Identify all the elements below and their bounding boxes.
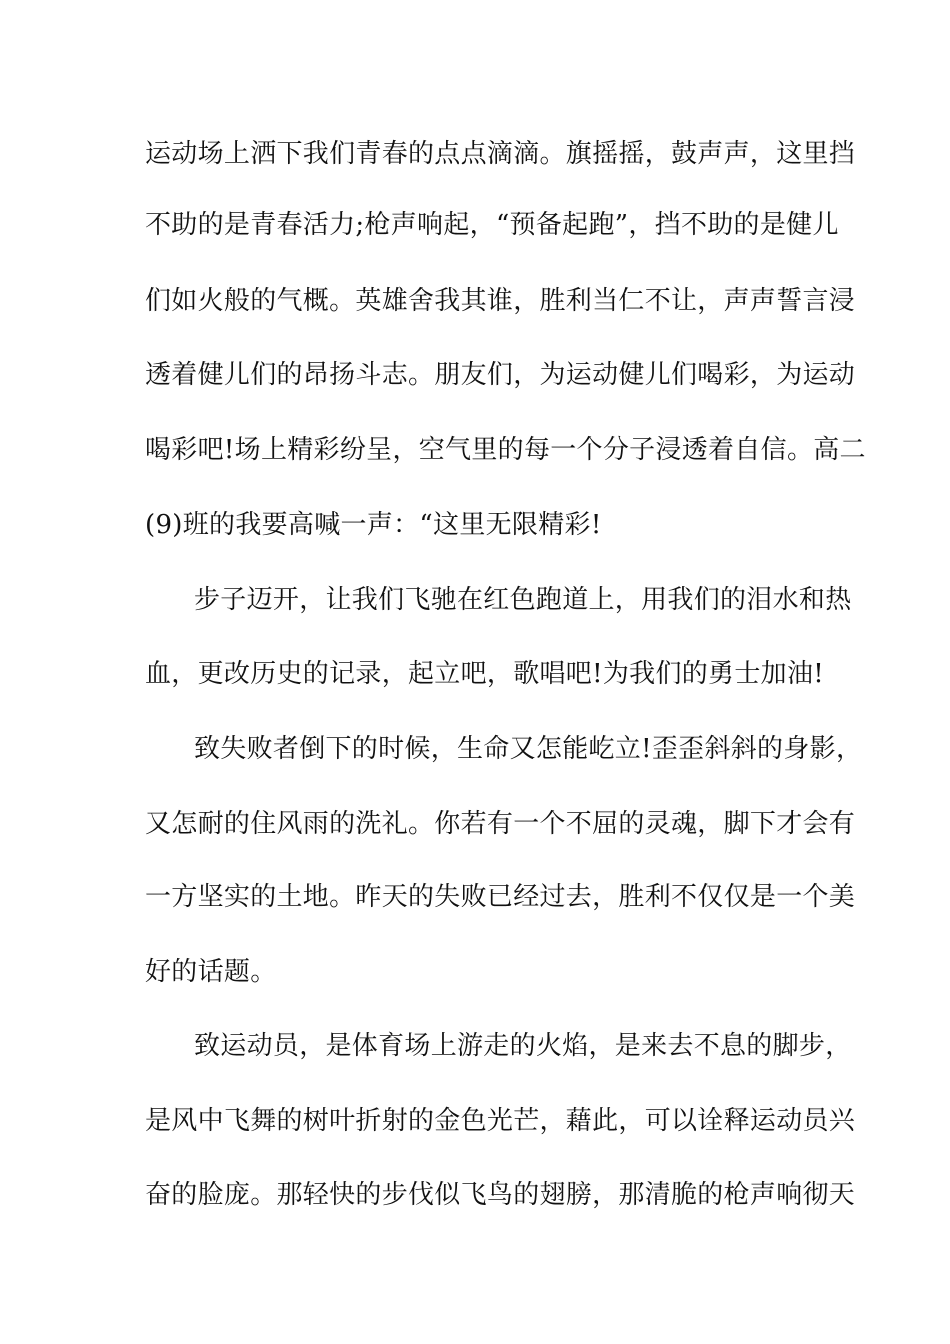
text-line: 血，更改历史的记录，起立吧，歌唱吧!为我们的勇士加油! [145,659,824,689]
text-line: 奋的脸庞。那轻快的步伐似飞鸟的翅膀，那清脆的枪声响彻天 [145,1180,856,1210]
text-line: 透着健儿们的昂扬斗志。朋友们，为运动健儿们喝彩，为运动 [145,360,856,390]
text-line: 好的话题。 [145,957,277,987]
text-line: 步子迈开，让我们飞驰在红色跑道上，用我们的泪水和热 [194,585,852,615]
text-line: 们如火般的气概。英雄舍我其谁，胜利当仁不让，声声誓言浸 [145,286,856,316]
text-line: 是风中飞舞的树叶折射的金色光芒，藉此，可以诠释运动员兴 [145,1106,856,1136]
text-line: 一方坚实的土地。昨天的失败已经过去，胜利不仅仅是一个美 [145,882,856,912]
text-line: 运动场上洒下我们青春的点点滴滴。旗摇摇，鼓声声，这里挡 [145,139,856,169]
text-line: 致失败者倒下的时候，生命又怎能屹立!歪歪斜斜的身影， [194,734,863,764]
text-line: 喝彩吧!场上精彩纷呈，空气里的每一个分子浸透着自信。高二 [145,435,866,465]
text-line: 不助的是青春活力;枪声响起，“预备起跑”，挡不助的是健儿 [145,210,839,240]
text-line: 致运动员，是体育场上游走的火焰，是来去不息的脚步， [194,1031,852,1061]
text-line: (9)班的我要高喊一声：“这里无限精彩! [145,510,602,540]
text-line: 又怎耐的住风雨的洗礼。你若有一个不屈的灵魂，脚下才会有 [145,809,856,839]
